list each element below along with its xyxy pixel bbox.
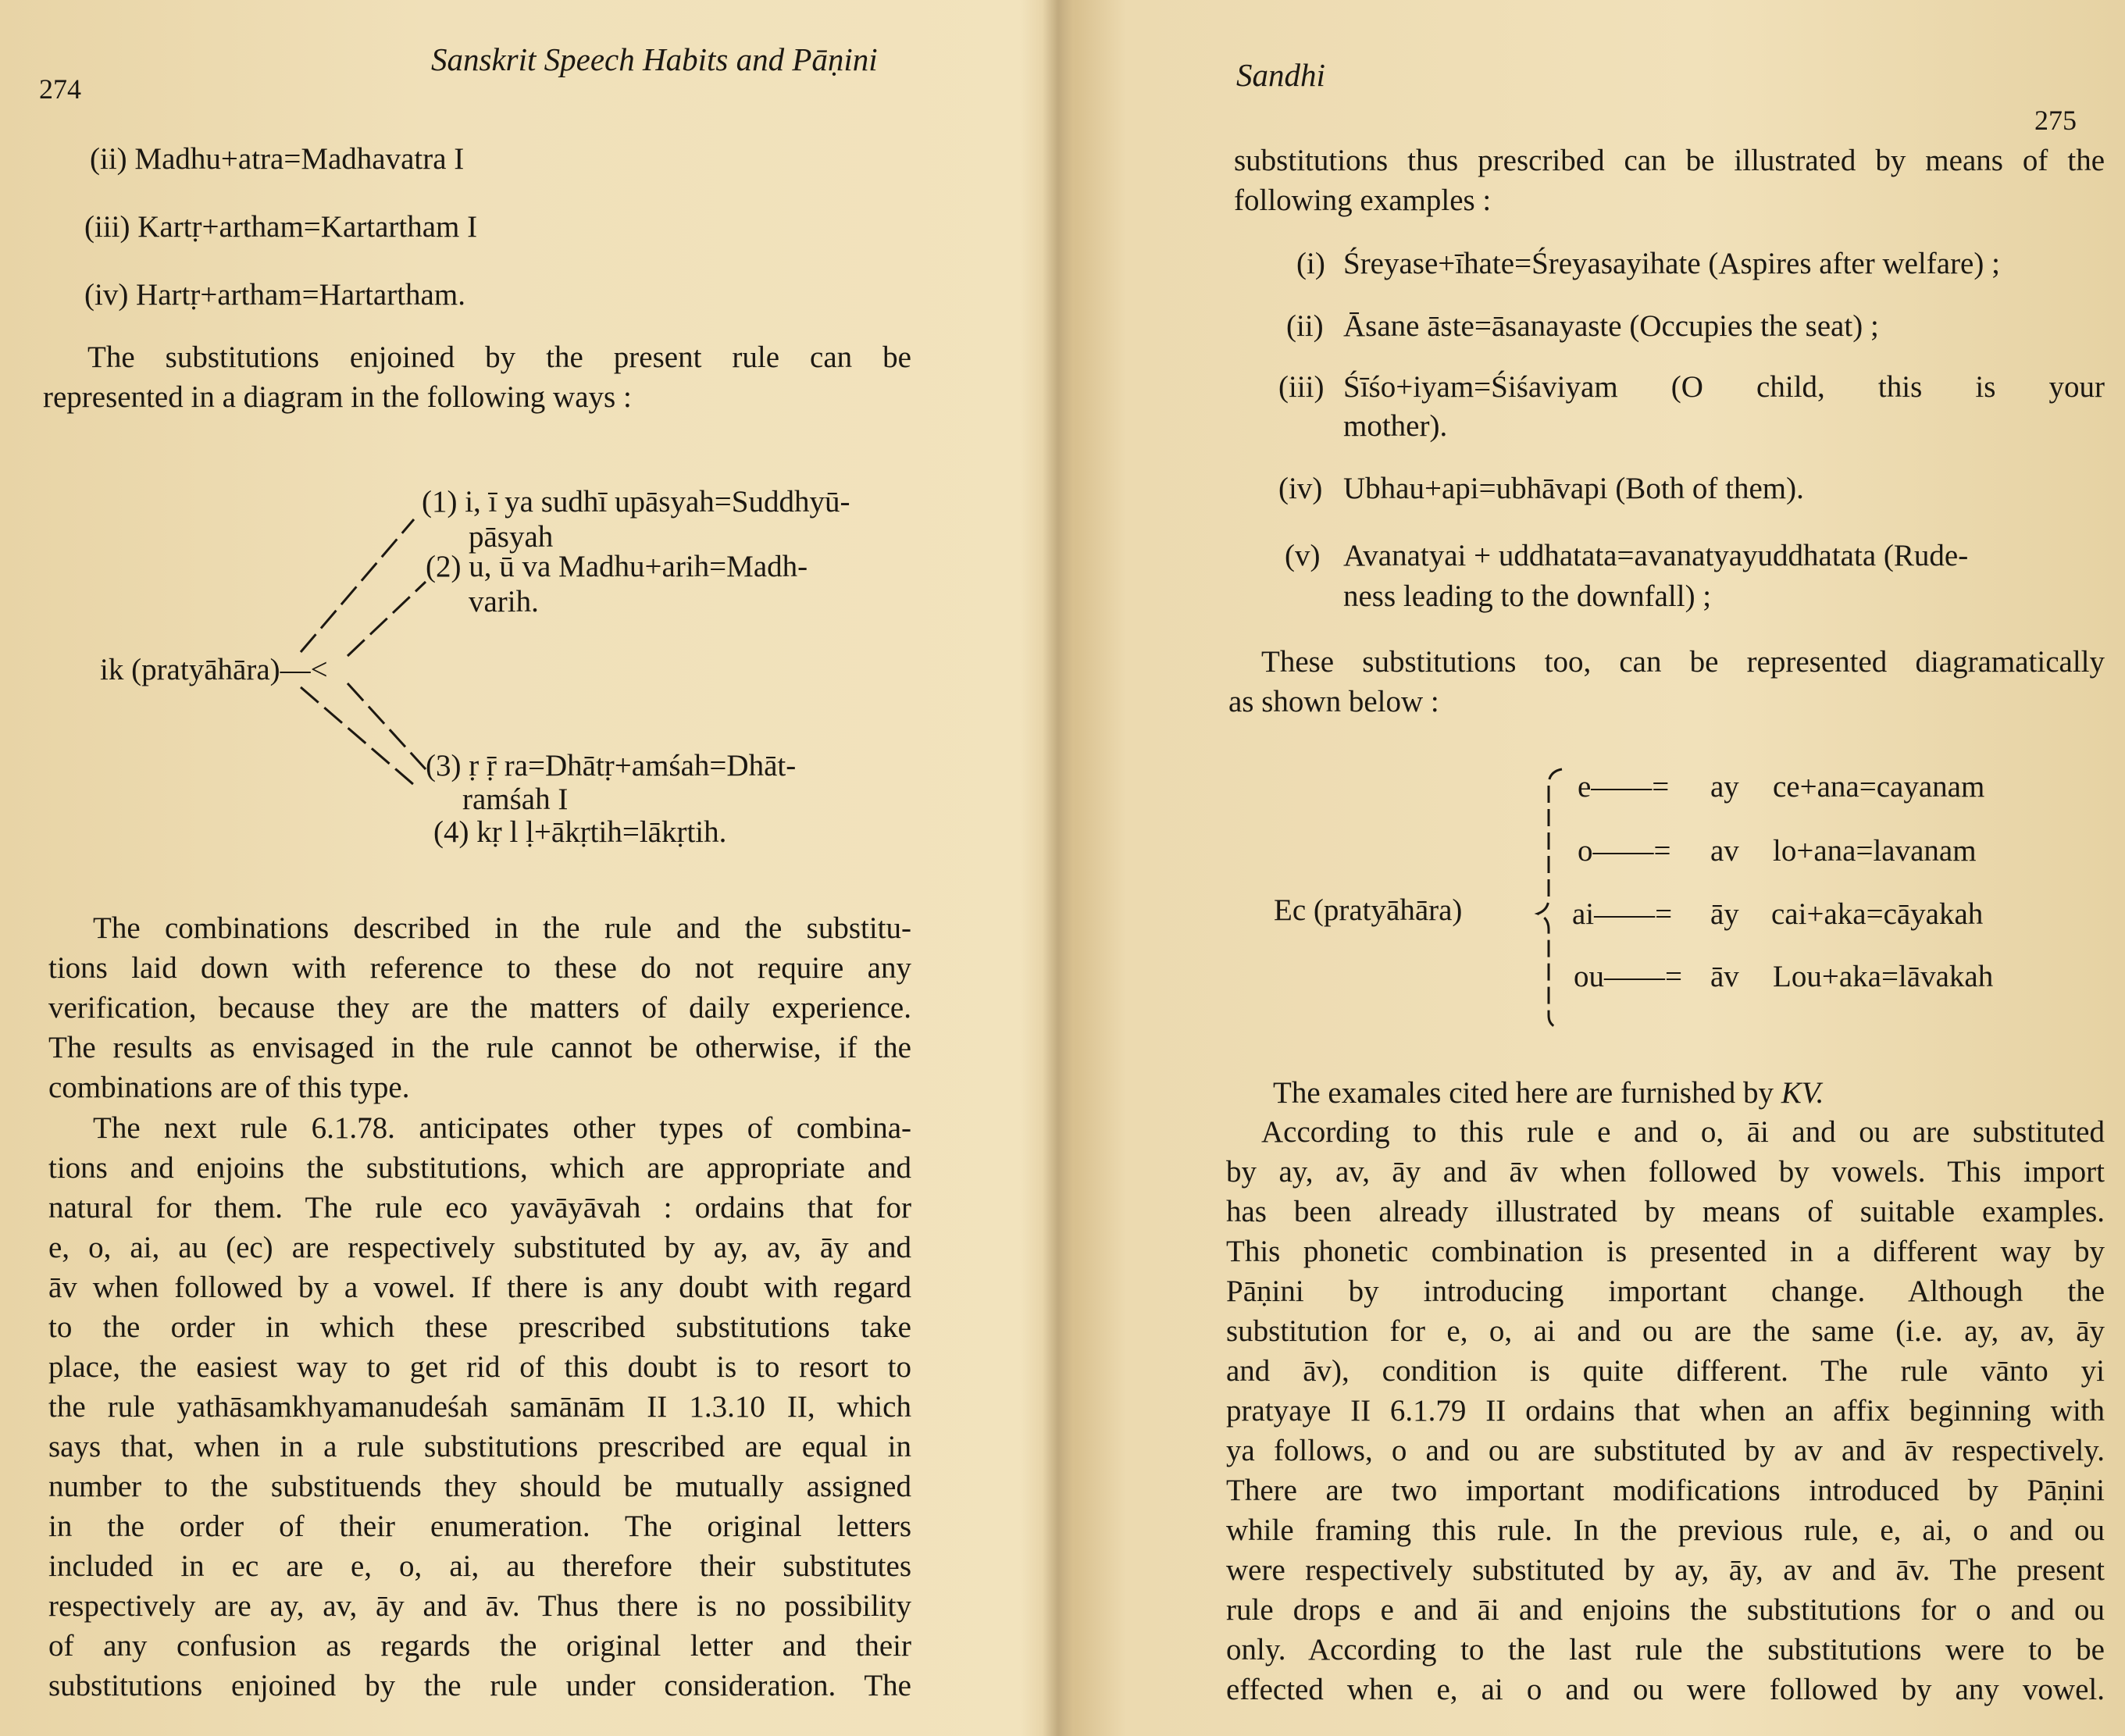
book-gutter bbox=[1043, 0, 1074, 1736]
text-line: tions and enjoins the substitutions, which are appropriate and bbox=[48, 1151, 911, 1185]
diagram-row-from: ou——= bbox=[1574, 960, 1682, 993]
example-number: (iv) bbox=[1278, 472, 1323, 505]
text-line: of any confusion as regards the original letter and their bbox=[48, 1629, 911, 1663]
text-line: respectively are ay, av, āy and āv. Thus there is no possibility bbox=[48, 1589, 911, 1623]
diagram-row-from: o——= bbox=[1578, 834, 1671, 868]
example-line: (iv) Hartṛ+artham=Hartartham. bbox=[84, 278, 465, 312]
diagram-row-from: e——= bbox=[1578, 770, 1670, 804]
diagram-branch-1-cont: pāsyah bbox=[469, 520, 554, 554]
text-line: says that, when in a rule substitutions prescribed are equal in bbox=[48, 1430, 911, 1463]
text-line: These substitutions too, can be represented diagramatically bbox=[1261, 645, 2105, 679]
text-line: number to the substituends they should be mutually assigned bbox=[48, 1470, 911, 1503]
text-line: rule drops e and āi and enjoins the substitutions for o and ou bbox=[1226, 1593, 2105, 1627]
diagram-row-example: ce+ana=cayanam bbox=[1773, 770, 1985, 804]
diagram-root-label: ik (pratyāhāra)—< bbox=[100, 653, 328, 686]
text-line: There are two important modifications introduced by Pāṇini bbox=[1226, 1474, 2105, 1507]
example-text: Āsane āste=āsanayaste (Occupies the seat) ; bbox=[1343, 309, 1879, 343]
text-line: and āv), condition is quite different. The rule vānto yi bbox=[1226, 1354, 2105, 1388]
example-text: Śreyase+īhate=Śreyasayihate (Aspires after welfare) ; bbox=[1343, 247, 2000, 280]
diagram-branch-4: (4) kṛ l ḷ+ākṛtih=lākṛtih. bbox=[433, 815, 727, 849]
diagram-row-example: lo+ana=lavanam bbox=[1773, 834, 1977, 868]
text-line: āv when followed by a vowel. If there is any doubt with regard bbox=[48, 1271, 911, 1304]
page-number: 275 bbox=[2034, 105, 2077, 136]
text-line: only. According to the last rule the substitutions were to be bbox=[1226, 1633, 2105, 1666]
diagram-branch-1: (1) i, ī ya sudhī upāsyah=Suddhyū- bbox=[422, 485, 850, 519]
text-line: while framing this rule. In the previous rule, e, ai, o and ou bbox=[1226, 1513, 2105, 1547]
running-head: Sandhi bbox=[1236, 57, 1325, 93]
text-line: the rule yathāsamkhyamanudeśah samānām II 1.3.10 II, which bbox=[48, 1390, 911, 1424]
text-line: place, the easiest way to get rid of this doubt is to resort to bbox=[48, 1350, 911, 1384]
text-line: substitution for e, o, ai and ou are the same (i.e. ay, av, āy bbox=[1226, 1314, 2105, 1348]
example-text-cont: ness leading to the downfall) ; bbox=[1343, 579, 1712, 613]
diagram-row-example: cai+aka=cāyakah bbox=[1771, 897, 1984, 931]
running-head: Sanskrit Speech Habits and Pāṇini bbox=[431, 41, 878, 77]
source-abbrev: KV. bbox=[1781, 1076, 1824, 1110]
text-line: verification, because they are the matters of daily experience. bbox=[48, 991, 911, 1025]
paragraph-next-rule bbox=[48, 1108, 911, 1706]
text-line: ya follows, o and ou are substituted by av and āv respectively. bbox=[1226, 1434, 2105, 1467]
text-line: The next rule 6.1.78. anticipates other types of combina- bbox=[93, 1111, 911, 1145]
left-page bbox=[0, 0, 1046, 1736]
diagram-root-label: Ec (pratyāhāra) bbox=[1274, 893, 1463, 927]
text-line: combinations are of this type. bbox=[48, 1071, 410, 1104]
text-line: represented in a diagram in the following ways : bbox=[43, 380, 632, 414]
example-text: Śīśo+iyam=Śiśaviyam (O child, this is your bbox=[1343, 370, 2105, 404]
text-line: included in ec are e, o, ai, au therefore their substitutes bbox=[48, 1549, 911, 1583]
example-line: (ii) Madhu+atra=Madhavatra I bbox=[90, 142, 465, 176]
example-number: (i) bbox=[1296, 247, 1325, 280]
text-line: pratyaye II 6.1.79 II ordains that when an affix beginning with bbox=[1226, 1394, 2105, 1428]
diagram-row-example: Lou+aka=lāvakah bbox=[1773, 960, 1994, 993]
example-number: (ii) bbox=[1286, 309, 1324, 343]
text-line: e, o, ai, au (ec) are respectively substituted by ay, av, āy and bbox=[48, 1231, 911, 1264]
text-line: following examples : bbox=[1234, 184, 1492, 217]
text-line: natural for them. The rule eco yavāyāvah : ordains that for bbox=[48, 1191, 911, 1224]
diagram-branch-2-cont: varih. bbox=[469, 585, 539, 618]
page-number: 274 bbox=[39, 73, 81, 105]
paragraph-combinations bbox=[48, 908, 911, 1107]
paragraph-according bbox=[1226, 1112, 2105, 1709]
diagram-branch-3: (3) ṛ ṝ ra=Dhātṛ+amśah=Dhāt- bbox=[426, 749, 797, 782]
text-line: effected when e, ai o and ou were followed by any vowel. bbox=[1226, 1673, 2105, 1706]
diagram-row-to: av bbox=[1710, 834, 1739, 868]
text-line: were respectively substituted by ay, āy, av and āv. The present bbox=[1226, 1553, 2105, 1587]
example-text: Ubhau+api=ubhāvapi (Both of them). bbox=[1343, 472, 1804, 505]
text-line: Pāṇini by introducing important change. Although the bbox=[1226, 1274, 2105, 1308]
text-line: This phonetic combination is presented in a different way by bbox=[1226, 1235, 2105, 1268]
diagram-row-from: ai——= bbox=[1572, 897, 1673, 931]
text-line: by ay, av, āy and āv when followed by vowels. This import bbox=[1226, 1155, 2105, 1189]
text-line: tions laid down with reference to these do not require any bbox=[48, 951, 911, 985]
text-line: The substitutions enjoined by the present rule can be bbox=[87, 340, 911, 374]
text-line: According to this rule e and o, āi and ou are substituted bbox=[1261, 1115, 2105, 1149]
text-line: substitutions enjoined by the rule under consideration. The bbox=[48, 1669, 911, 1702]
diagram-row-to: ay bbox=[1710, 770, 1739, 804]
text-line: in the order of their enumeration. The original letters bbox=[48, 1510, 911, 1543]
diagram-branch-3-cont: ramśah I bbox=[462, 782, 569, 816]
example-number: (v) bbox=[1285, 539, 1321, 572]
diagram-row-to: āv bbox=[1710, 960, 1739, 993]
diagram-branch-2: (2) u, ū va Madhu+arih=Madh- bbox=[426, 550, 808, 583]
text-line: to the order in which these prescribed substitutions take bbox=[48, 1310, 911, 1344]
text-line: The results as envisaged in the rule cannot be otherwise, if the bbox=[48, 1031, 911, 1064]
source-note-text: The examales cited here are furnished by bbox=[1273, 1076, 1781, 1110]
example-text-cont: mother). bbox=[1343, 409, 1448, 443]
diagram-row-to: āy bbox=[1710, 897, 1739, 931]
text-line: as shown below : bbox=[1228, 685, 1439, 718]
text-line: has been already illustrated by means of suitable examples. bbox=[1226, 1195, 2105, 1228]
example-number: (iii) bbox=[1278, 370, 1325, 404]
text-line: The combinations described in the rule and the substitu- bbox=[93, 911, 911, 945]
source-note bbox=[1273, 1073, 1824, 1114]
example-line: (iii) Kartṛ+artham=Kartartham I bbox=[84, 210, 478, 244]
text-line: substitutions thus prescribed can be illustrated by means of the bbox=[1234, 144, 2105, 177]
example-text: Avanatyai + uddhatata=avanatyayuddhatata (Rude- bbox=[1343, 539, 1969, 572]
right-page bbox=[1074, 0, 2125, 1736]
